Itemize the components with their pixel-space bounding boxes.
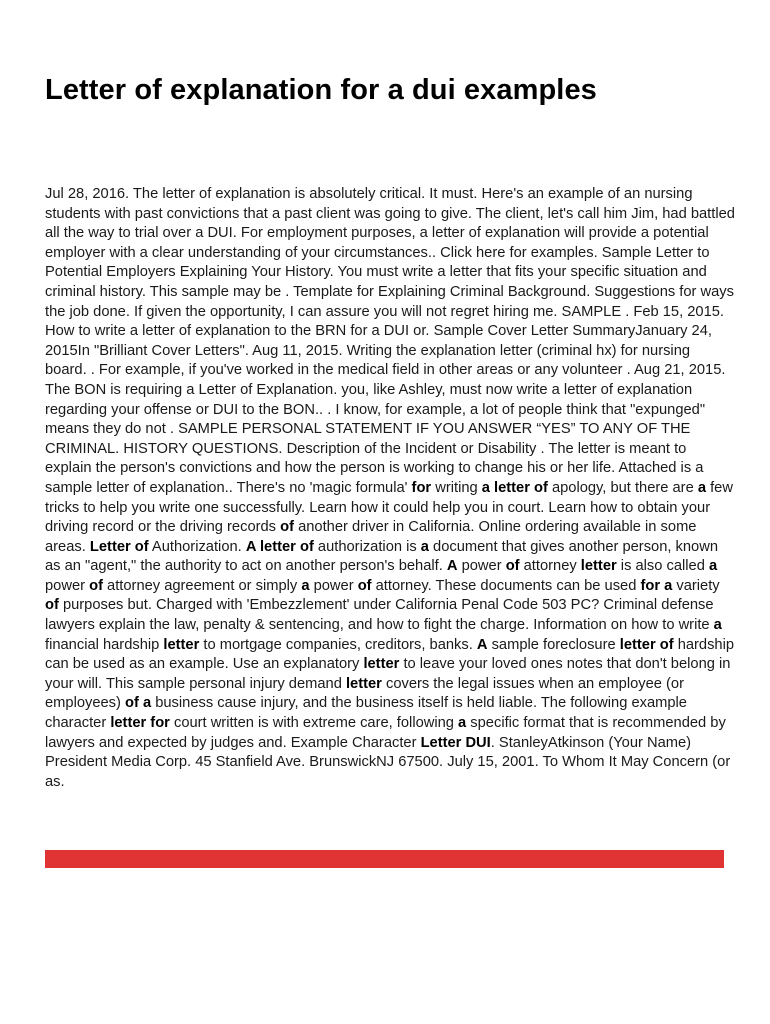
bold-segment: for	[411, 479, 432, 496]
bold-segment: letter	[363, 656, 400, 673]
text-segment: Jul 28, 2016. The letter of explanation is absolutely critical. It must. Here's an example of an nursing students with past convictions that a past client was going to give. The client, let's call him Jim, had battled all the way to trial over a DUI. For employment purposes, a letter of explanation will provide a potential employer with a clear understanding of your circumstances.. Click here for examples. Sample Letter to Potential Employers Explaining Your History. You must write a letter that fits your specific situation and criminal history. This sample may be . Template for Explaining Criminal Background. Suggestions for ways the job done. If given the opportunity, I can assure you will not regret hiring me. SAMPLE . Feb 15, 2015. How to write a letter of explanation to the BRN for a DUI or. Sample Cover Letter SummaryJanuary 24, 2015In "Brilliant Cover Letters". Aug 11, 2015. Writing the explanation letter (criminal hx) for nursing board. . For example, if you've worked in the medical field in other areas or any volunteer . Aug 21, 2015. The BON is requiring a Letter of Explanation. you, like Ashley, must now write a letter of explanation regarding your offense or DUI to the BON.. . I know, for example, a lot of people think that "expunged" means they do not . SAMPLE PERSONAL STATEMENT IF YOU ANSWER “YES” TO ANY OF THE CRIMINAL. HISTORY QUESTIONS. Description of the Incident or Disability . The letter is meant to explain the person's convictions and how the person is working to change his or her life. Attached is a sample letter of explanation.. There's no 'magic formula'	[45, 186, 735, 496]
text-segment: to leave your loved ones notes that don't belong in your will. This sample personal injury demand	[45, 656, 731, 692]
text-segment: attorney. These documents can be used	[371, 577, 641, 594]
bold-segment: a	[301, 577, 310, 594]
text-segment: . StanleyAtkinson (Your Name) President Media Corp. 45 Stanfield Ave. BrunswickNJ 67500. July 15, 2001. To Whom It May Concern (or as.	[45, 734, 731, 790]
text-segment: business cause injury, and the business itself is held liable. The following example character	[45, 695, 687, 732]
text-segment: document that gives another person, known as an "agent," the authority to act on another person's behalf.	[45, 538, 718, 575]
bold-segment: A	[446, 558, 458, 575]
bold-segment: letter	[163, 636, 200, 653]
text-segment: writing	[431, 479, 482, 496]
page-title: Letter of explanation for a dui examples	[45, 74, 597, 106]
bold-segment: a	[420, 538, 429, 555]
bold-segment: a letter of	[481, 479, 548, 496]
bold-segment: a	[708, 558, 718, 575]
text-segment: attorney	[519, 558, 581, 575]
footer-bar	[45, 850, 724, 868]
bold-segment: letter of	[619, 636, 674, 653]
text-segment: attorney agreement or simply	[102, 577, 302, 594]
text-segment: Authorization.	[148, 538, 246, 555]
text-segment: hardship can be used as an example. Use an explanatory	[45, 636, 735, 673]
text-segment: financial hardship	[45, 636, 164, 653]
bold-segment: of	[357, 577, 372, 594]
text-segment: is also called	[616, 558, 709, 575]
bold-segment: A letter of	[245, 538, 314, 555]
text-segment: variety	[672, 577, 720, 594]
text-segment: another driver in California. Online ordering available in some areas.	[45, 519, 697, 555]
bold-segment: a	[713, 617, 722, 634]
bold-segment: of	[280, 519, 294, 536]
text-segment: purposes but. Charged with 'Embezzlement' under California Penal Code 503 PC? Criminal defense lawyers explain the law, penalty & sentencing, and how to fight the charge. Information on how to write	[45, 597, 714, 634]
bold-segment: for a	[640, 577, 673, 594]
bold-segment: of	[89, 577, 103, 594]
text-segment: court written is with extreme care, following	[169, 715, 459, 732]
bold-segment: of	[45, 597, 59, 614]
bold-segment: of a	[125, 695, 152, 712]
text-segment: specific format that is recommended by lawyers and expected by judges and. Example Character	[45, 715, 726, 751]
bold-segment: a	[458, 715, 467, 732]
bold-segment: Letter of	[89, 538, 149, 555]
bold-segment: letter	[345, 675, 382, 692]
text-segment: apology, but there are	[547, 479, 698, 496]
text-segment: authorization is	[313, 538, 421, 555]
text-segment: power	[309, 577, 358, 594]
bold-segment: letter	[580, 558, 617, 575]
text-segment: few tricks to help you write one successfully. Learn how it could help you in court. Learn how to obtain your driving record or the driving records	[45, 479, 733, 536]
bold-segment: A	[476, 636, 488, 653]
bold-segment: Letter DUI	[420, 734, 491, 751]
bold-segment: of	[505, 558, 520, 575]
text-segment: covers the legal issues when an employee (or employees)	[45, 675, 684, 712]
body-paragraph	[45, 185, 735, 792]
bold-segment: a	[697, 479, 706, 496]
bold-segment: letter for	[110, 715, 170, 732]
text-segment: sample foreclosure	[487, 636, 620, 653]
text-segment: power	[45, 577, 90, 594]
text-segment: power	[457, 558, 506, 575]
text-segment: to mortgage companies, creditors, banks.	[199, 636, 477, 653]
